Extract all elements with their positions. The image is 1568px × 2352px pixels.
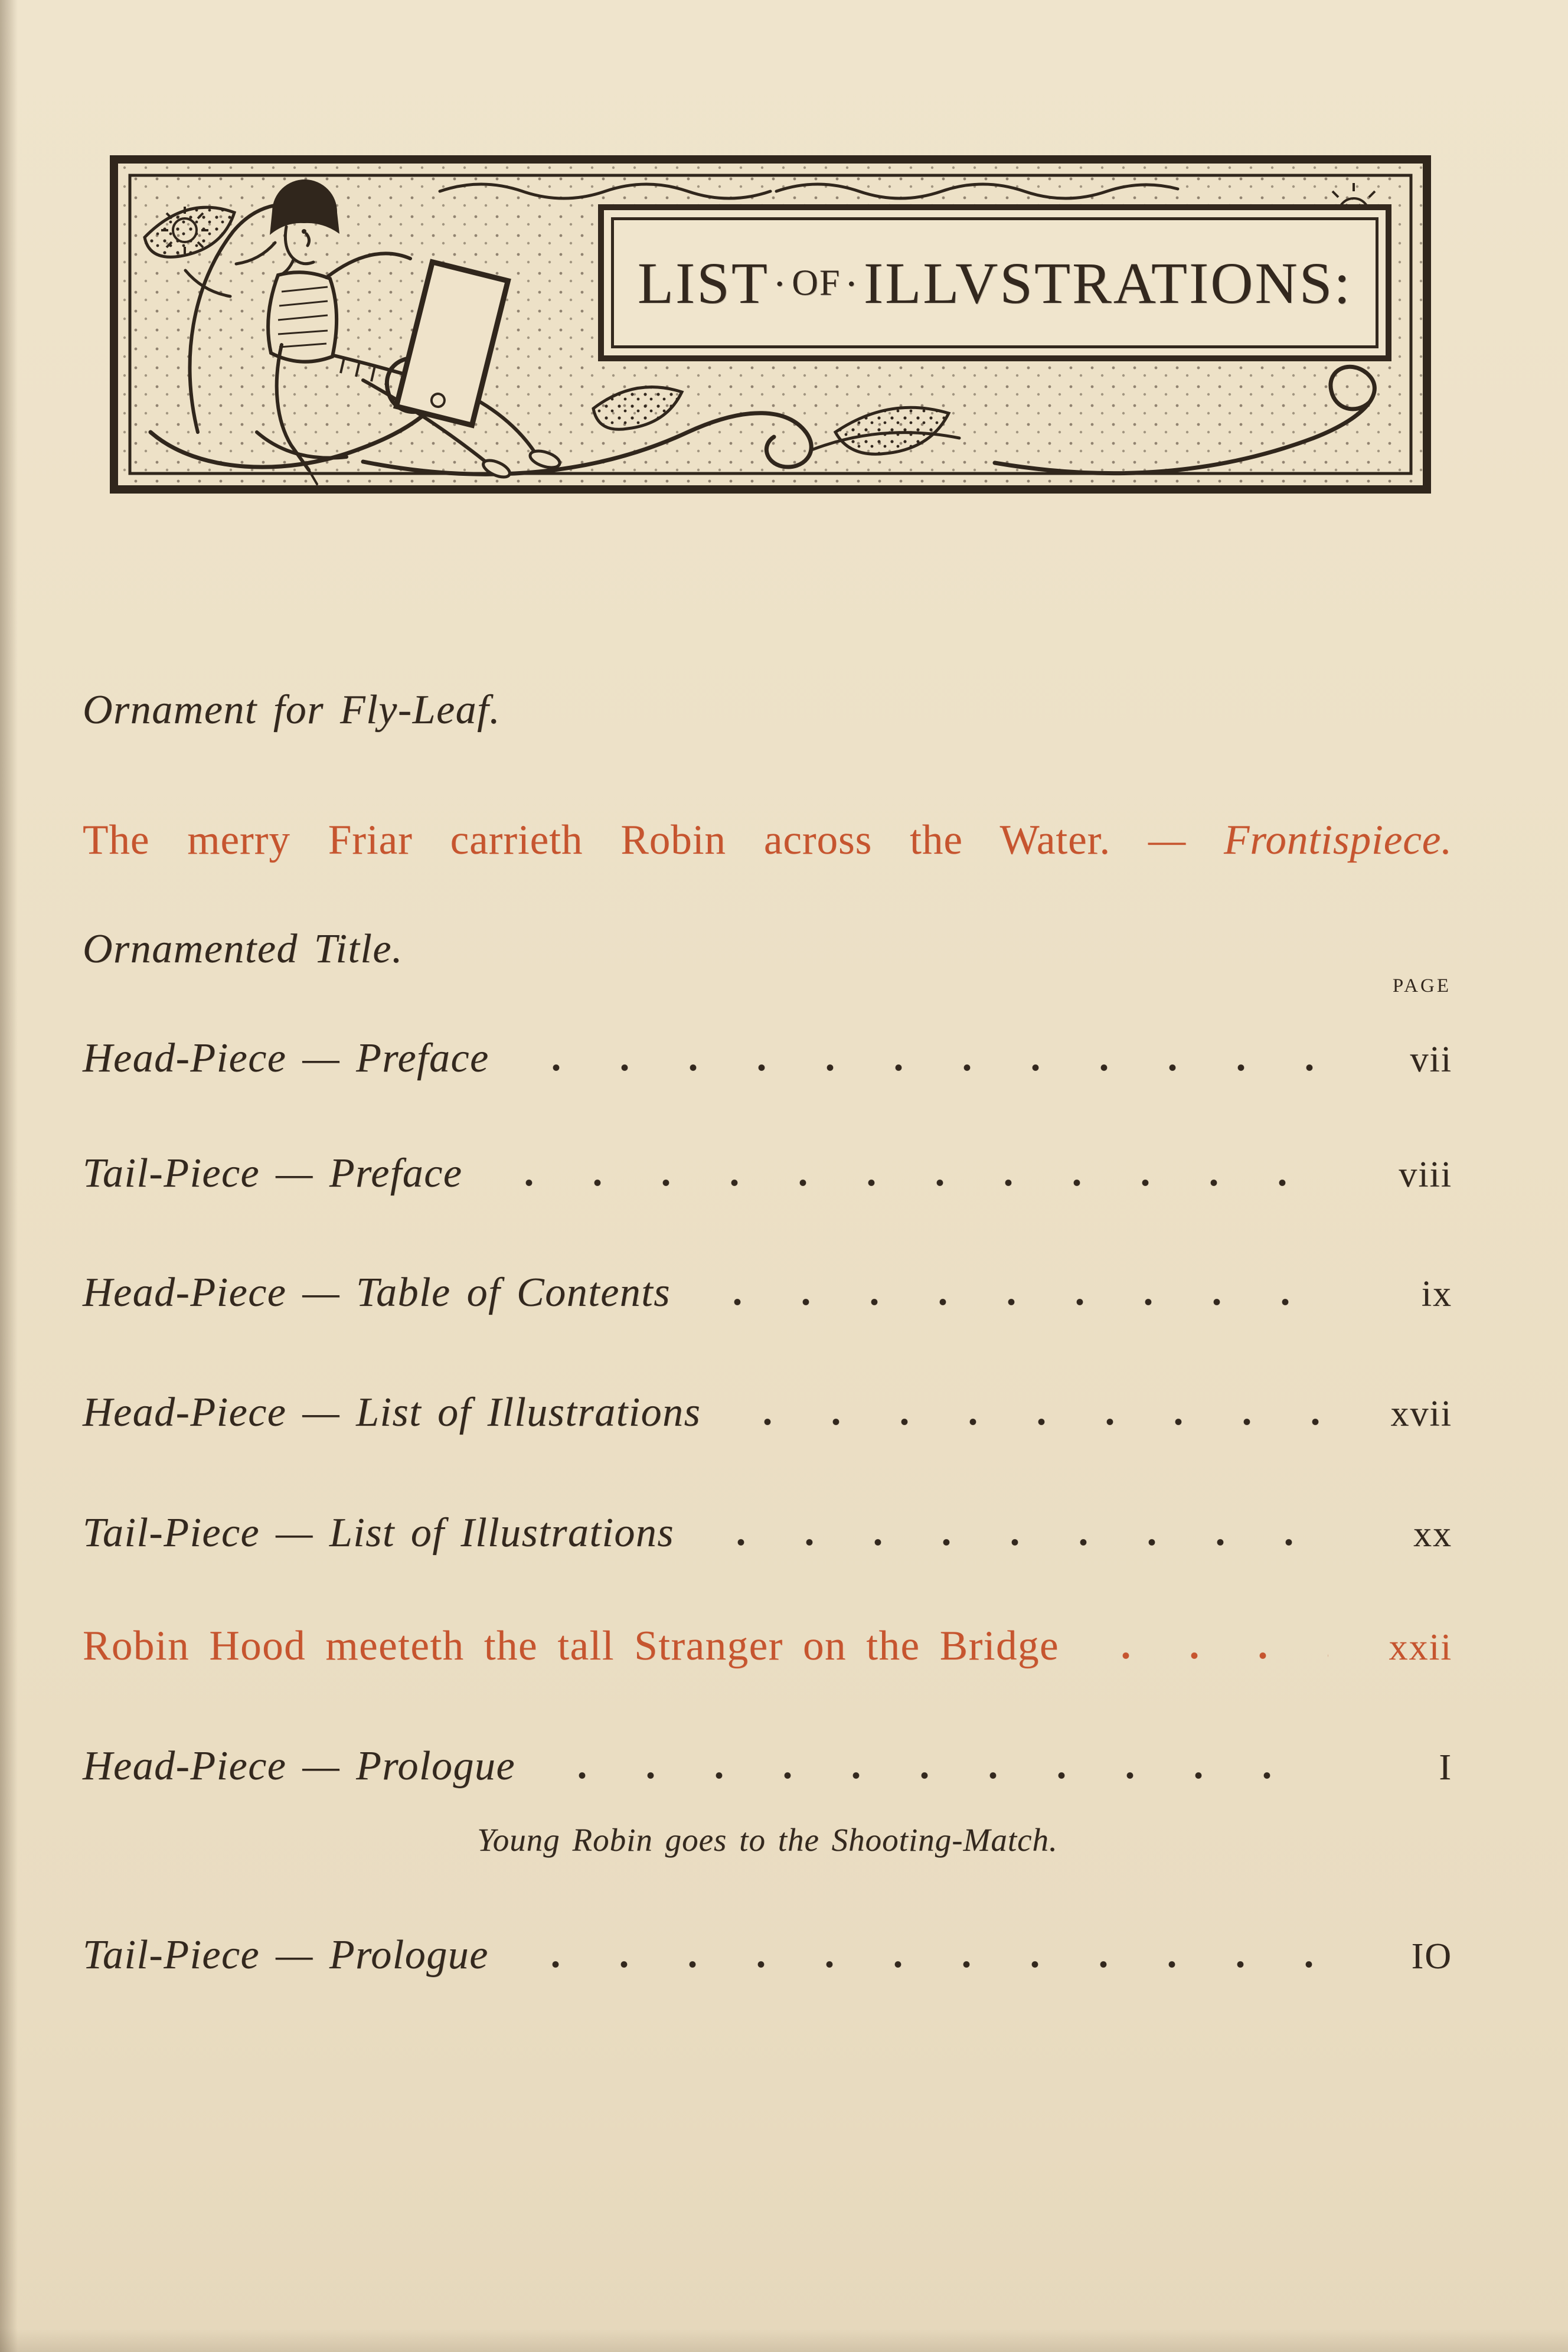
- dot-leader: [733, 1418, 1328, 1426]
- dot-leader: [548, 1772, 1328, 1779]
- page-number: viii: [1399, 1155, 1452, 1195]
- list-item-ornamented-title: [83, 926, 1452, 974]
- list-row: [83, 1510, 1452, 1557]
- page-number: xvii: [1390, 1394, 1452, 1434]
- list-row-red-plate: [83, 1622, 1452, 1670]
- page-title: LIST·OF·ILLVSTRATIONS:: [637, 250, 1353, 316]
- list-item-label: The merry Friar carrieth Robin across the Water.: [83, 817, 1111, 863]
- dot-leader: [707, 1538, 1328, 1546]
- list-item-frontispiece: [83, 816, 1452, 865]
- dot-leader: [703, 1298, 1328, 1306]
- list-row: [83, 1932, 1452, 1979]
- list-row: [83, 1150, 1452, 1197]
- list-row: [83, 1035, 1452, 1082]
- page-number: IO: [1411, 1936, 1452, 1977]
- frontispiece-tag: — Frontispiece.: [1148, 817, 1453, 863]
- section-caption: Young Robin goes to the Shooting-Match.: [477, 1822, 1058, 1858]
- illustration-list: [83, 0, 1452, 2352]
- dot-leader: [495, 1179, 1328, 1187]
- list-item-fly-leaf: [83, 687, 1452, 734]
- dot-leader: [521, 1961, 1328, 1968]
- list-item-label: Tail-Piece — List of Illustrations: [83, 1510, 675, 1556]
- list-row: [83, 1269, 1452, 1317]
- list-item-label: Head-Piece — Prologue: [83, 1743, 516, 1789]
- page-number: ix: [1421, 1274, 1452, 1314]
- list-item-label: Tail-Piece — Prologue: [83, 1932, 489, 1978]
- list-item-label: Head-Piece — Preface: [83, 1035, 489, 1081]
- dot-leader: [522, 1064, 1328, 1072]
- list-item-label: Ornament for Fly-Leaf.: [83, 687, 501, 733]
- list-item-label: Head-Piece — List of Illustrations: [83, 1390, 701, 1435]
- list-item-label: Tail-Piece — Preface: [83, 1151, 463, 1196]
- page-number: xxii: [1389, 1626, 1452, 1668]
- page-number: xx: [1413, 1514, 1452, 1554]
- page-number: I: [1439, 1747, 1452, 1788]
- page-number: vii: [1410, 1040, 1452, 1080]
- page-column-label: PAGE: [1392, 975, 1451, 997]
- dot-leader: [1092, 1652, 1328, 1660]
- page-gutter-shadow: [0, 0, 18, 2352]
- list-row: [83, 1743, 1452, 1790]
- list-item-label: Head-Piece — Table of Contents: [83, 1270, 671, 1315]
- list-item-label: Ornamented Title.: [83, 926, 403, 972]
- list-row: [83, 1389, 1452, 1436]
- list-item-label: Robin Hood meeteth the tall Stranger on the Bridge: [83, 1623, 1060, 1669]
